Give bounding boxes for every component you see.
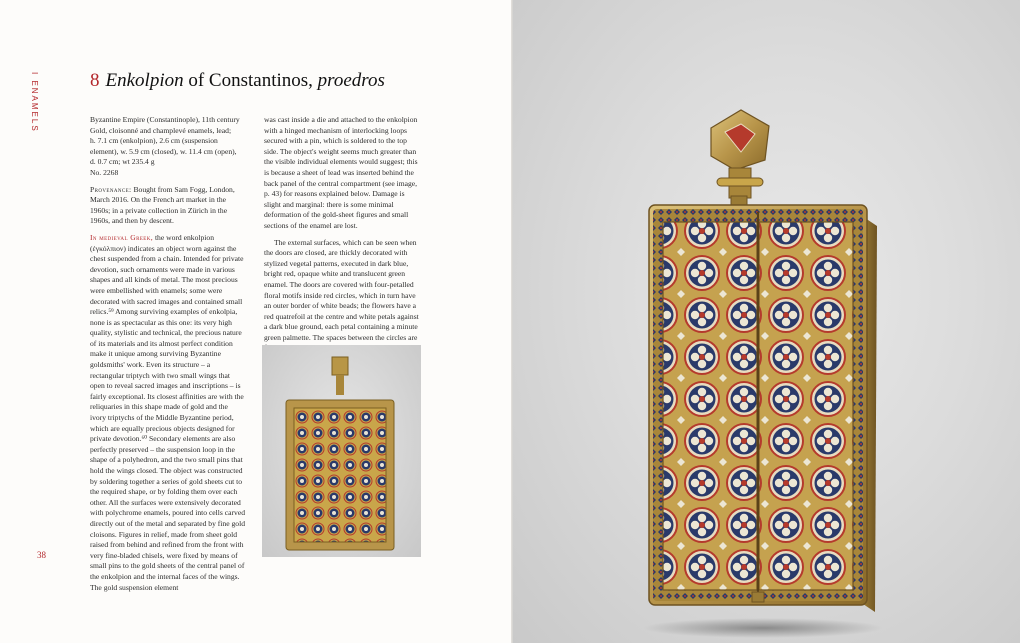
catalogue-entry — [90, 115, 245, 179]
right-page-photo — [513, 0, 1020, 643]
text-column-2 — [264, 115, 419, 371]
title-rest: of Constantinos, — [183, 70, 318, 91]
paragraph-1-text: the word enkolpion (ἐγκόλπιον) indicates an object worn against the chest suspended from a chain. Intended for private devotion, such ornaments were made in various shapes and all kinds of metal. The most precious were embellished with enamels; some were decorated with sacred images and contained small relics.⁵⁹ Among surviving examples of enkolpia, none is as spectacular as this one: its very high quality, stylistic and technical, the precious nature of its materials and its almost perfect condition make it unique among surviving Byzantine goldsmiths' work. Even its structure – a rectangular triptych with two small wings that open to reveal sacred images and inscriptions – is fairly exceptional. Its closest affinities are with the reliquaries in this shape made of gold and the ivory triptychs of the Middle Byzantine period, which are equally precious objects designed for private devotion.⁶⁰ Secondary elements are also perfectly preserved – the suspension loop in the shape of a polyhedron, and the two small pins that hold the wings closed. The object was constructed by soldering together a series of gold sheets cut to the required shape, or by folding them over each other. All the surfaces were extensively decorated with polychrome enamels, poured into cells carved directly out of the metal and separated by fine gold cloisons. Figures in relief, made from sheet gold raised from behind and refined from the front with very fine-bladed chisels, were fixed by means of small pins to the gold sheets of the central panel of the enkolpion and the internal faces of the wings. The gold suspension element — [90, 232, 245, 592]
enkolpion-thumbnail-photo — [262, 345, 421, 557]
entry-line: No. 2268 — [90, 167, 119, 177]
entry-line: element), w. 5.9 cm (closed), w. 11.4 cm (open), — [90, 146, 237, 156]
provenance — [90, 185, 245, 227]
enkolpion-large-image — [513, 0, 1020, 643]
provenance-text: Bought from Sam Fogg, London, March 2016. On the French art market in the 1960s; in a private collection in Zürich in the 1960s, and then by descent. — [90, 184, 235, 226]
provenance-label: Provenance: — [90, 184, 132, 194]
entry-line: d. 0.7 cm; wt 235.4 g — [90, 157, 155, 167]
lead-in: In medieval Greek, — [90, 232, 154, 242]
body-paragraph-2: was cast inside a die and attached to the enkolpion with a hinged mechanism of interlocking loops secured with a pin, which is soldered to the top side. The object's weight seems much greater than the visible individual elements would suggest; this is because a sheet of lead was inserted behind the back panel of the central compartment (see image, p. 43) for reasons explained below. Damage is slight and marginal: there is some minimal deformation of the gold-sheet figures and small sections of the enamel are lost. — [264, 115, 418, 230]
entry-line: h. 7.1 cm (enkolpion), 2.6 cm (suspension — [90, 136, 218, 146]
catalogue-number: 8 — [90, 70, 100, 91]
title-italic-end: proedros — [317, 70, 385, 91]
running-head-text: I ENAMELS — [30, 72, 39, 133]
running-head — [27, 72, 41, 142]
entry-line: Byzantine Empire (Constantinople), 11th century — [90, 115, 240, 124]
enkolpion-thumbnail-image — [262, 345, 421, 557]
entry-line: Gold, cloisonné and champlevé enamels, lead; — [90, 125, 232, 135]
body-paragraph-3: The external surfaces, which can be seen when the doors are closed, are thickly decorated with stylized vegetal patterns, executed in dark blue, bright red, opaque white and translucent green enamel. The doors are covered with four-petalled floral motifs inside red circles, which in turn have an outer border of white beads; the flowers have a red quatrefoil at the centre and white petals against a dark blue ground, each petal containing a minute green palmette. The spaces between the circles are — [264, 237, 419, 342]
page-title — [90, 70, 385, 92]
text-column-1 — [90, 115, 245, 599]
page-number: 38 — [37, 550, 46, 560]
body-paragraph-1 — [90, 233, 245, 593]
title-italic-word: Enkolpion — [105, 70, 184, 91]
